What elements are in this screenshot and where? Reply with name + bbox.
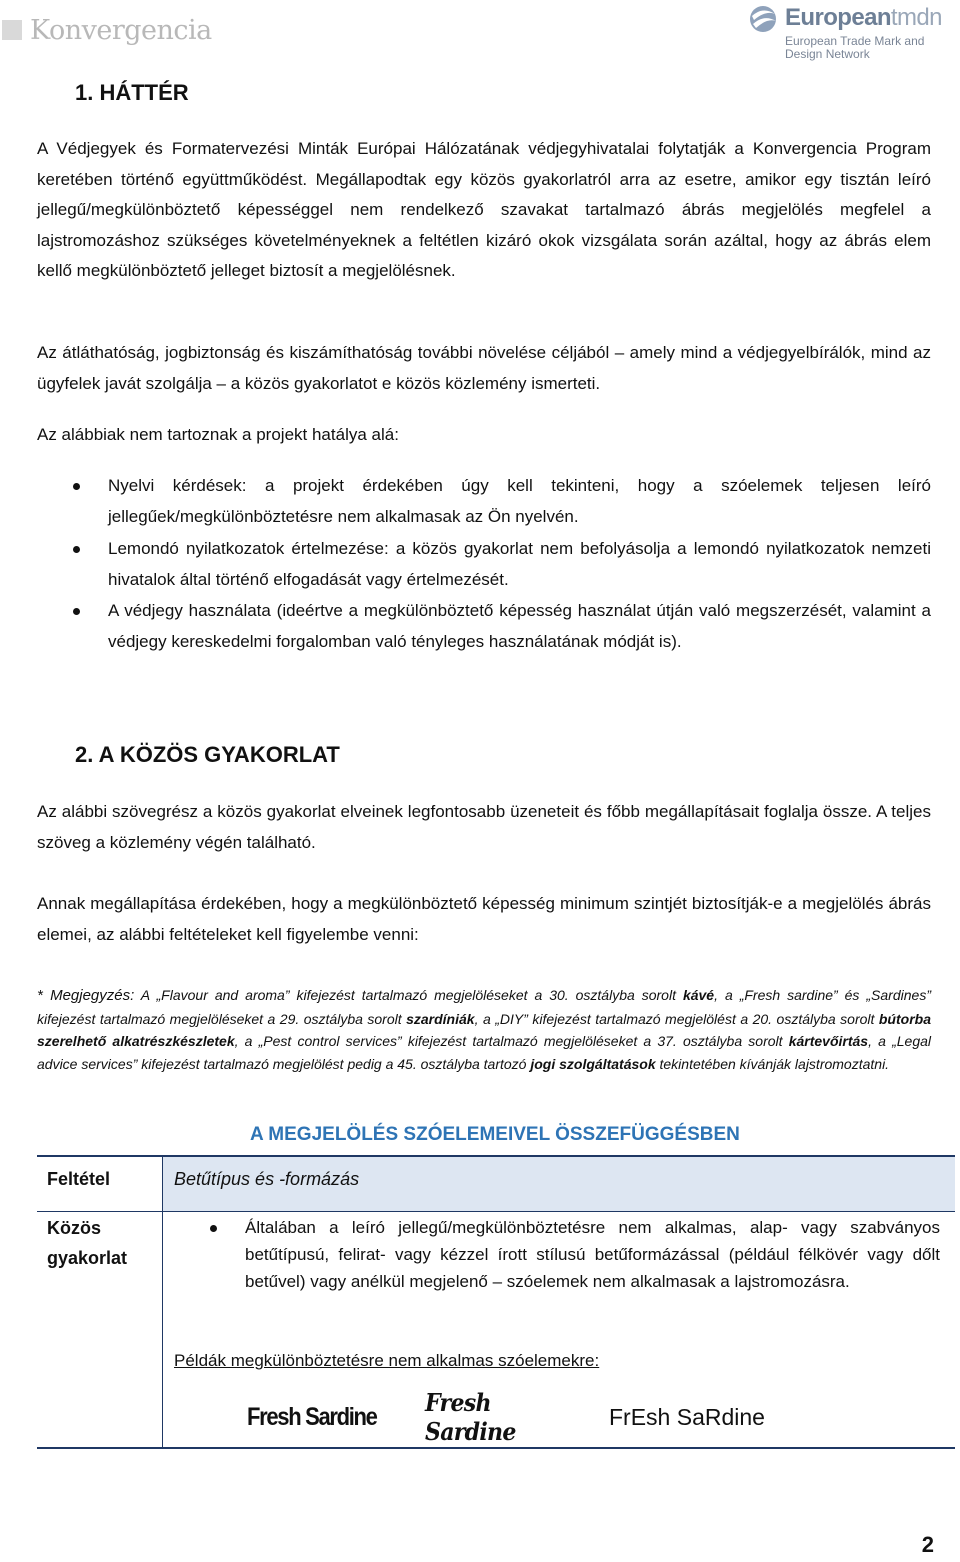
page-number: 2 [921,1532,934,1557]
list-item: Nyelvi kérdések: a projekt érdekében úgy kell tekinteni, hogy a szóelemek teljesen leíró jellegűek/megkülönböztetésre nem alkalmasak az Ön nyelvén. [37,470,931,532]
section1-paragraph-2: Az átláthatóság, jogbiztonság és kiszámíthatóság további növelése céljából – amely mind a védjegyelbírálók, mind az ügyfelek javát szolgálja – a közös gyakorlatot e közös közlemény ismerteti. [37,343,931,393]
section2-paragraph-2: Annak megállapítása érdekében, hogy a megkülönböztető képesség minimum szintjét biztosítják-e a megjelölés ábrás elemei, az alábbi feltételeket kell figyelembe venni: [37,894,931,944]
table-title: A MEGJELÖLÉS SZÓELEMEIVEL ÖSSZEFÜGGÉSBEN [250,1124,740,1145]
header-brand-left [2,10,212,50]
section1-paragraph-1: A Védjegyek és Formatervezési Minták Európai Hálózatának védjegyhivatalai folytatják a Konvergencia Program keretében történő együttműködést. Megállapodtak egy közös gyakorlatról arra az esetre, amikor egy tisztán leíró jellegű/megkülönböztető képességgel nem rendelkező szavakat tartalmazó ábrás megjelölés megfelel a lajstromozáshoz szükséges követelményeknek a feltétlen kizáró okok vizsgálata során azáltal, hogy az ábrás elem kellő megkülönböztető jelleget biztosít a megjelölésnek. [37,139,931,280]
tmdn-globe-icon [748,4,778,34]
sample-mixedcase-wordmark: FrEsh SaRdine [609,1403,765,1430]
bullet-icon [210,1225,217,1232]
brand-square-icon [2,20,22,40]
sample-wordmarks [247,1388,765,1446]
brand-konvergencia: Konvergencia [30,14,212,46]
section2-paragraph-1: Az alábbi szövegrész a közös gyakorlat elveinek legfontosabb üzeneteit és főbb megállapításait foglalja össze. A teljes szöveg a közlemény végén található. [37,802,931,852]
list-item: A védjegy használata (ideértve a megkülönböztető képesség használat útján való megszerzését, valamint a védjegy kereskedelmi forgalomban való tényleges használatának módját is). [37,595,931,657]
footnote: * Megjegyzés: A „Flavour and aroma” kifejezést tartalmazó megjelöléseket a 30. osztályba sorolt kávé, a „Fresh sardine” és „Sardines” kifejezést tartalmazó megjelöléseket a 29. osztályba sorolt szardíniák, a „DIY” kifejezést tartalmazó megjelölést a 20. osztályba sorolt bútorba szerelhető alkatrészkészletek, a „Pest control services” kifejezést tartalmazó megjelöléseket a 37. osztályba sorolt kártevőirtás, a „Legal advice services” kifejezést tartalmazó megjelölést pedig a 45. osztályba tartozó jogi szolgáltatások tekintetében kívánják lajstromoztatni. [37,987,931,1072]
examples-label: Példák megkülönböztetésre nem alkalmas szóelemekre: [174,1351,600,1370]
section1-heading: 1. HÁTTÉR [75,80,189,105]
practice-table [37,1155,955,1449]
list-item: Általában a leíró jellegű/megkülönböztetésre nem alkalmas, alap- vagy szabványos betűtípusú, felirat- vagy kézzel írott stílusú betűformázással (például félkövér vagy dőlt betűvel) vagy anélkül megjelenő – szóelemek nem alkalmasak a lajstromozásra. [174,1214,940,1295]
col-header-betutipus: Betűtípus és -formázás [174,1169,360,1189]
sample-bold-wordmark: Fresh Sardine [247,1402,377,1431]
bullet-icon [73,546,80,553]
section2-heading: 2. A KÖZÖS GYAKORLAT [75,742,340,767]
row-label-kozos-gyakorlat: Közös gyakorlat [47,1218,128,1268]
section1-paragraph-3: Az alábbiak nem tartoznak a projekt hatálya alá: [37,425,399,444]
sample-script-wordmark: Fresh Sardine [425,1388,516,1446]
header-brand-right [748,4,958,60]
tmdn-subtitle: European Trade Mark and Design Network [785,34,925,61]
list-item: Lemondó nyilatkozatok értelmezése: a közös gyakorlat nem befolyásolja a lemondó nyilatkozatok nemzeti hivatalok által történő elfogadását vagy értelmezését. [37,533,931,595]
bullet-icon [73,608,80,615]
col-header-feltetel: Feltétel [47,1169,111,1189]
bullet-icon [73,483,80,490]
tmdn-logo-text: Europeantmdn [785,4,942,31]
